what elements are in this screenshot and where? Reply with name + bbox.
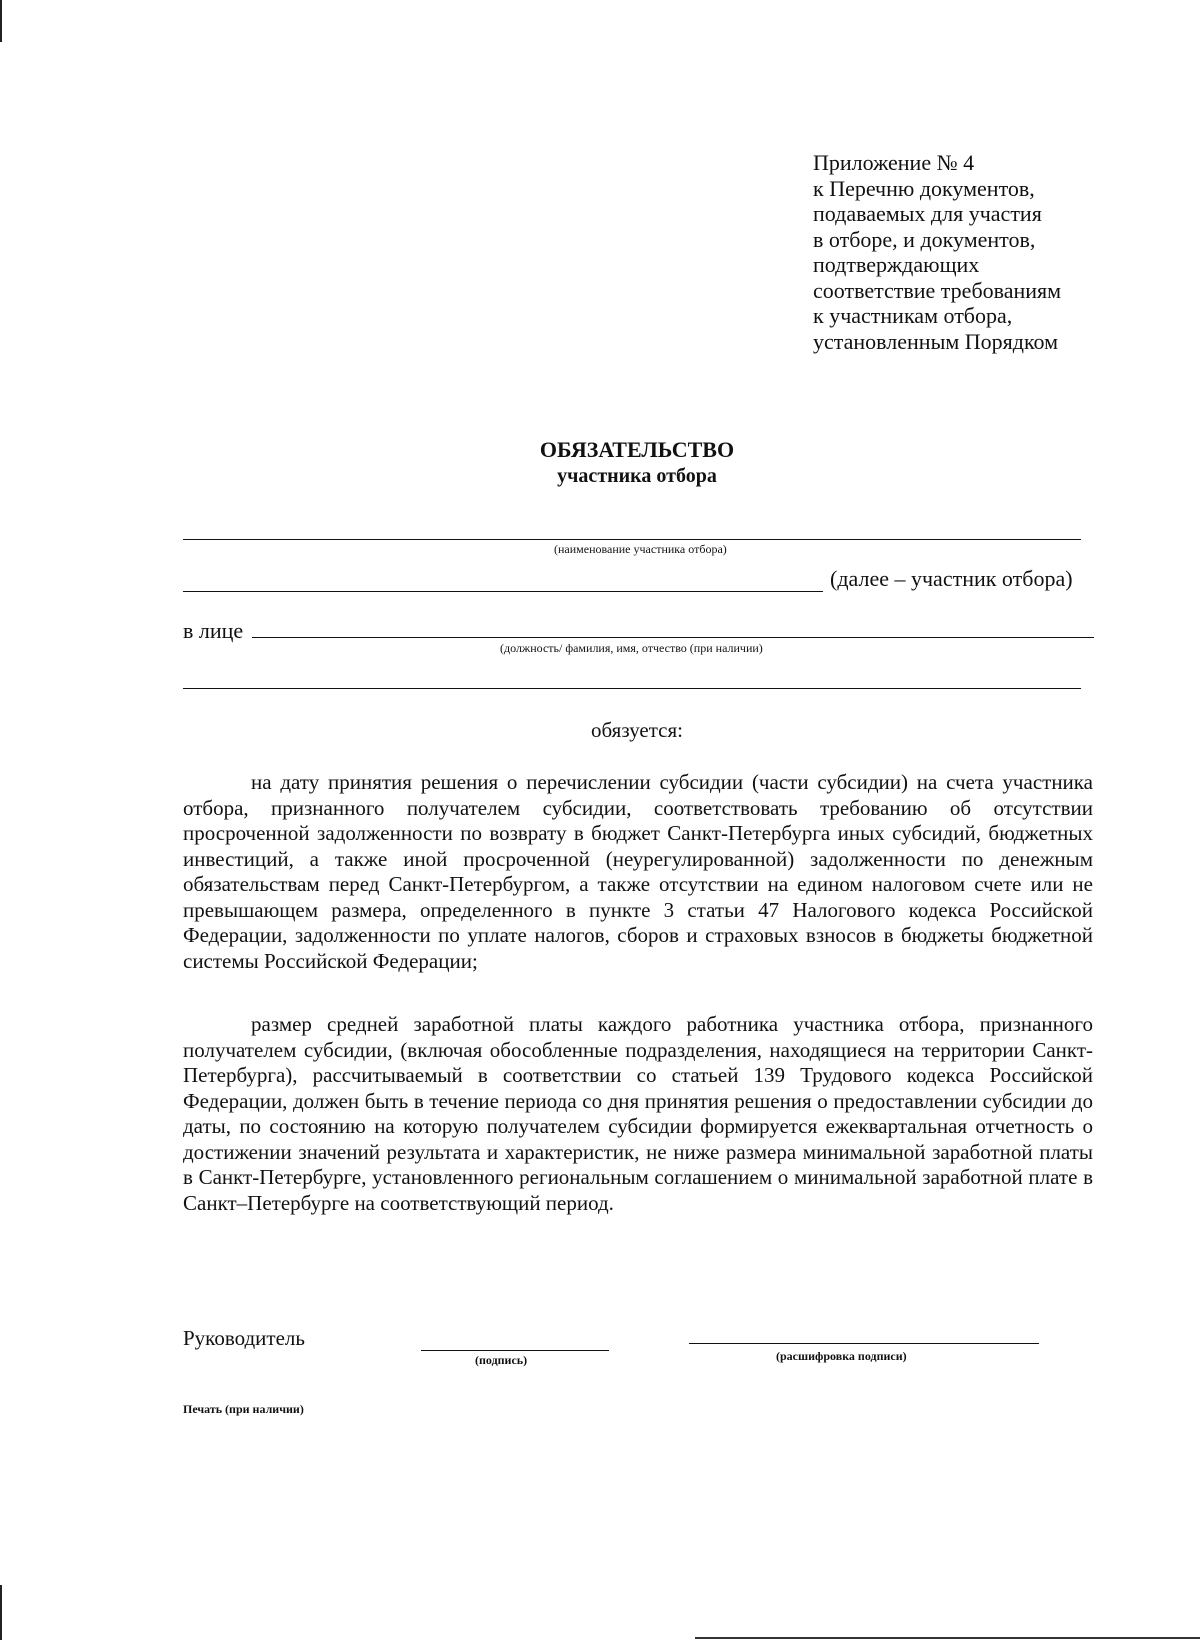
participant-suffix: (далее – участник отбора) [830, 566, 1073, 591]
document-title: ОБЯЗАТЕЛЬСТВО [539, 437, 735, 462]
appendix-line: к Перечню документов, [813, 175, 1035, 201]
obligation-paragraph-2: размер средней заработной платы каждого работника участника отбора, признанного получателем субсидии, (включая обособленные подразделения, находящиеся на территории Санкт-Петербурга), рассчитываемый в соответствии со статьей 139 Трудового кодекса Российской Федерации, должен быть в течение периода со дня принятия решения о предоставлении субсидии до даты, по состоянию на которую получателем субсидии формируется ежеквартальная отчетность о достижении значений результата и характеристик, не ниже размера минимальной заработной платы в Санкт-Петербурге, установленного региональным соглашением о минимальной заработной плате в Санкт–Петербурге на соответствующий период. [183, 1012, 1093, 1215]
seal-note: Печать (при наличии) [183, 1402, 304, 1416]
representative-caption: (должность/ фамилия, имя, отчество (при наличии) [500, 641, 763, 655]
obligation-paragraph-1: на дату принятия решения о перечислении субсидии (части субсидии) на счета участника отбора, признанного получателем субсидии, соответствовать требованию об отсутствии просроченной задолженности по возврату в бюджет Санкт-Петербурга иных субсидий, бюджетных инвестиций, а также иной просроченной (неурегулированной) задолженности по денежным обязательствам перед Санкт-Петербургом, а также отсутствии на едином налоговом счете или не превышающем размера, определенного в пункте 3 статьи 47 Налогового кодекса Российской Федерации, задолженности по уплате налогов, сборов и страховых взносов в бюджеты бюджетной системы Российской Федерации; [183, 770, 1093, 973]
appendix-line: Приложение № 4 [813, 150, 975, 175]
represented-by-label: в лице [183, 618, 244, 643]
representative-line-2[interactable] [183, 688, 1081, 689]
appendix-line: подаваемых для участия [813, 201, 1042, 226]
signature-decoding-caption: (расшифровка подписи) [776, 1349, 907, 1363]
scan-edge-mark [695, 1637, 1200, 1639]
appendix-line: подтверждающих [813, 252, 980, 277]
participant-name-line[interactable] [183, 539, 1081, 540]
signature-line[interactable] [421, 1350, 609, 1351]
scan-edge-mark [0, 0, 2, 42]
document-subtitle: участника отбора [557, 465, 717, 487]
appendix-line: в отборе, и документов, [813, 226, 1036, 252]
participant-name-line-2[interactable] [183, 591, 823, 592]
scan-edge-mark [0, 1585, 2, 1640]
appendix-line: соответствие требованиям [813, 277, 1062, 303]
appendix-line: установленным Порядком [813, 328, 1059, 354]
participant-name-caption: (наименование участника отбора) [554, 542, 727, 556]
representative-line[interactable] [252, 637, 1094, 638]
signature-decoding-line[interactable] [689, 1343, 1039, 1344]
appendix-line: к участникам отбора, [813, 303, 1013, 328]
obliges-heading: обязуется: [591, 718, 683, 742]
head-label: Руководитель [183, 1326, 305, 1350]
signature-caption: (подпись) [475, 1353, 528, 1367]
appendix-note [813, 150, 1061, 354]
